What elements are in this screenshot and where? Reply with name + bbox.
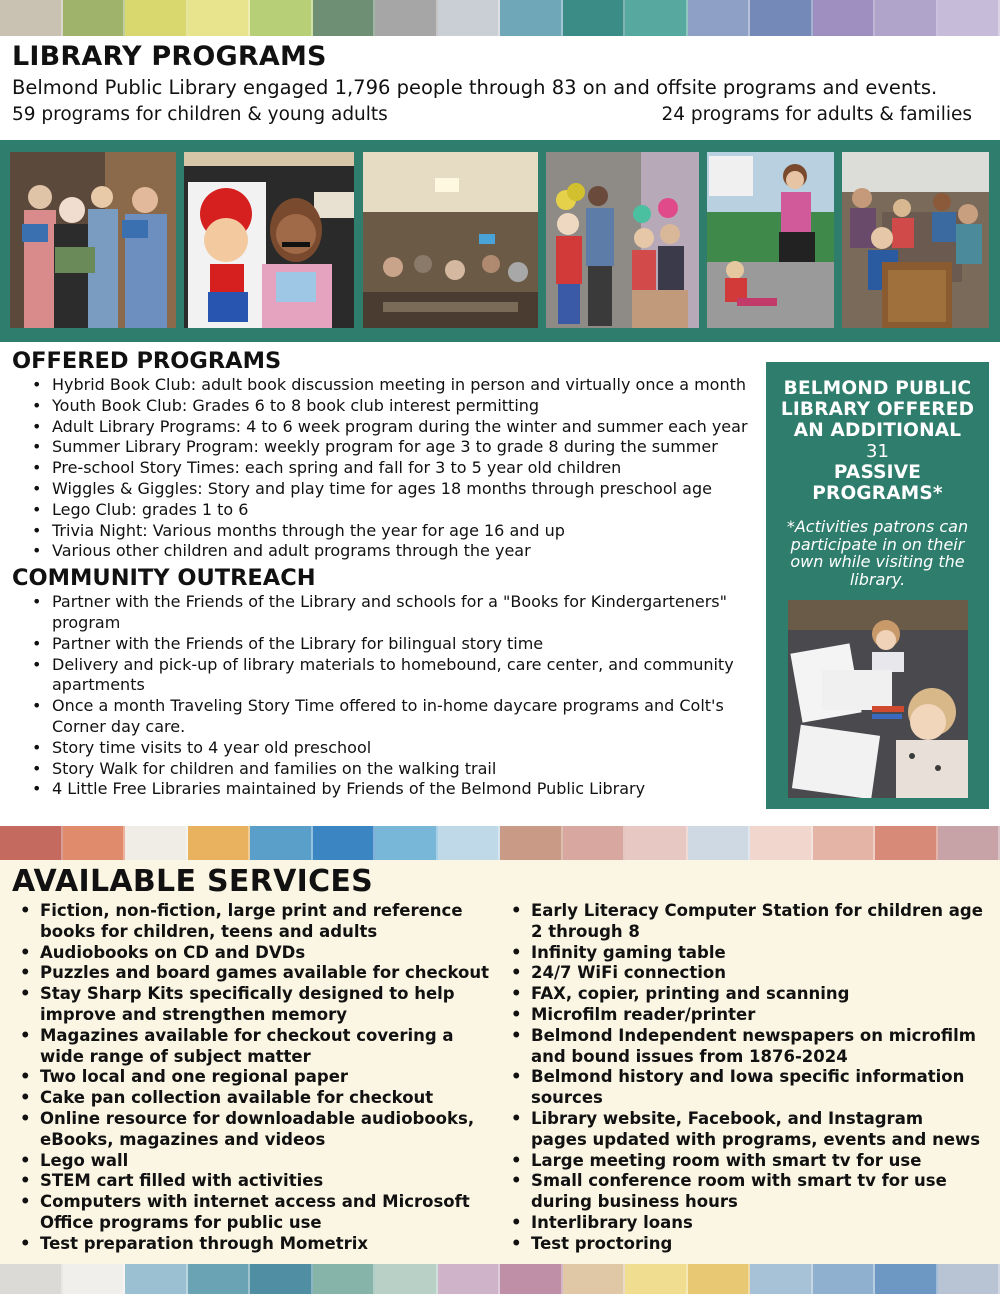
balloon-hats-photo xyxy=(546,152,699,328)
list-item: • Pre-school Story Times: each spring and fall for 3 to 5 year old children xyxy=(30,458,757,479)
book-spine xyxy=(0,826,63,860)
list-item: • Early Literacy Computer Station for children age 2 through 8 xyxy=(509,901,983,943)
book-spine xyxy=(750,1264,813,1294)
book-spine xyxy=(313,0,376,36)
list-item: • Two local and one regional paper xyxy=(18,1067,503,1088)
book-spine xyxy=(250,826,313,860)
community-outreach-heading: COMMUNITY OUTREACH xyxy=(12,565,316,592)
book-spine xyxy=(688,826,751,860)
services-list-left xyxy=(12,901,503,1255)
children-program-count: 59 programs for children & young adults xyxy=(12,104,388,125)
list-item: • Library website, Facebook, and Instagram pages updated with programs, events and news xyxy=(509,1109,983,1151)
list-item: • Belmond Independent newspapers on microfilm and bound issues from 1876-2024 xyxy=(509,1026,983,1068)
book-spine xyxy=(625,826,688,860)
list-item: • Delivery and pick-up of library materials to homebound, care center, and community apartments xyxy=(30,655,740,697)
book-spine xyxy=(188,826,251,860)
services-left-column xyxy=(12,901,503,1255)
list-item: • Stay Sharp Kits specifically designed to help improve and strengthen memory xyxy=(18,984,503,1026)
book-spine xyxy=(938,826,1000,860)
book-spine xyxy=(125,1264,188,1294)
book-spine xyxy=(563,0,626,36)
list-item: • Interlibrary loans xyxy=(509,1213,983,1234)
available-services-heading: AVAILABLE SERVICES xyxy=(12,864,374,899)
book-spine xyxy=(438,826,501,860)
list-item: • Test preparation through Mometrix xyxy=(18,1234,503,1255)
list-item: • Lego wall xyxy=(18,1151,503,1172)
book-spines-top-banner xyxy=(0,0,1000,36)
list-item: • Small conference room with smart tv for use during business hours xyxy=(509,1171,983,1213)
list-item: • Test proctoring xyxy=(509,1234,983,1255)
list-item: • Trivia Night: Various months through the year for age 16 and up xyxy=(30,521,757,542)
book-spine xyxy=(0,0,63,36)
program-photo-strip xyxy=(0,140,1000,342)
storytime-photo xyxy=(707,152,834,328)
book-spine xyxy=(375,0,438,36)
book-spine xyxy=(813,0,876,36)
passive-programs-callout xyxy=(766,362,989,809)
book-spine xyxy=(875,826,938,860)
book-spine xyxy=(688,0,751,36)
list-item: • Fiction, non-fiction, large print and reference books for children, teens and adults xyxy=(18,901,503,943)
list-item: • Lego Club: grades 1 to 6 xyxy=(30,500,757,521)
services-columns xyxy=(12,901,988,1255)
programs-header xyxy=(0,36,1000,140)
book-spine xyxy=(625,0,688,36)
list-item: • Hybrid Book Club: adult book discussion meeting in person and virtually once a month xyxy=(30,375,757,396)
book-spine xyxy=(625,1264,688,1294)
offered-programs-list xyxy=(12,375,757,562)
engagement-summary: Belmond Public Library engaged 1,796 people through 83 on and offsite programs and events. xyxy=(12,76,938,99)
book-spine xyxy=(938,1264,1000,1294)
passive-program-count: 31 xyxy=(866,441,889,462)
book-spine xyxy=(750,0,813,36)
book-spine xyxy=(750,826,813,860)
book-spine xyxy=(63,826,126,860)
book-spine xyxy=(375,1264,438,1294)
book-spines-bottom-banner xyxy=(0,1264,1000,1294)
adult-program-count: 24 programs for adults & families xyxy=(661,104,972,125)
community-outreach-list xyxy=(12,592,740,800)
list-item: • Infinity gaming table xyxy=(509,943,983,964)
list-item: • Belmond history and Iowa specific information sources xyxy=(509,1067,983,1109)
list-item: • Large meeting room with smart tv for use xyxy=(509,1151,983,1172)
list-item: • Story time visits to 4 year old preschool xyxy=(30,738,740,759)
book-spine xyxy=(250,1264,313,1294)
callout-line: PASSIVE xyxy=(833,462,922,483)
book-spine xyxy=(563,826,626,860)
list-item: • Adult Library Programs: 4 to 6 week program during the winter and summer each year xyxy=(30,417,757,438)
list-item: • Story Walk for children and families on the walking trail xyxy=(30,759,740,780)
book-spine xyxy=(500,826,563,860)
list-item: • Microfilm reader/printer xyxy=(509,1005,983,1026)
book-spine xyxy=(688,1264,751,1294)
list-item: • Various other children and adult programs through the year xyxy=(30,541,757,562)
passive-programs-footnote: *Activities patrons can participate in on their own while visiting the library. xyxy=(786,517,969,589)
list-item: • FAX, copier, printing and scanning xyxy=(509,984,983,1005)
list-item: • Wiggles & Giggles: Story and play time for ages 18 months through preschool age xyxy=(30,479,757,500)
group-photo xyxy=(10,152,176,328)
list-item: • Once a month Traveling Story Time offered to in-home daycare programs and Colt's Corner day care. xyxy=(30,696,740,738)
list-item: • Online resource for downloadable audiobooks, eBooks, magazines and videos xyxy=(18,1109,503,1151)
book-spine xyxy=(813,826,876,860)
callout-line: PROGRAMS* xyxy=(812,483,943,504)
book-spine xyxy=(438,1264,501,1294)
list-item: • Summer Library Program: weekly program for age 3 to grade 8 during the summer xyxy=(30,437,757,458)
book-spine xyxy=(125,826,188,860)
list-item: • 4 Little Free Libraries maintained by Friends of the Belmond Public Library xyxy=(30,779,740,800)
book-spine xyxy=(938,0,1000,36)
book-spine xyxy=(500,0,563,36)
list-item: • STEM cart filled with activities xyxy=(18,1171,503,1192)
callout-line: LIBRARY OFFERED xyxy=(780,399,975,420)
book-spine xyxy=(188,1264,251,1294)
book-spine xyxy=(375,826,438,860)
callout-line: AN ADDITIONAL xyxy=(793,420,962,441)
book-spine xyxy=(0,1264,63,1294)
book-spine xyxy=(438,0,501,36)
list-item: • Computers with internet access and Microsoft Office programs for public use xyxy=(18,1192,503,1234)
book-spine xyxy=(63,0,126,36)
page-title: LIBRARY PROGRAMS xyxy=(12,41,327,72)
list-item: • Puzzles and board games available for checkout xyxy=(18,963,503,984)
program-counts xyxy=(12,102,988,128)
book-spine xyxy=(875,1264,938,1294)
list-item: • 24/7 WiFi connection xyxy=(509,963,983,984)
list-item: • Youth Book Club: Grades 6 to 8 book club interest permitting xyxy=(30,396,757,417)
book-spine xyxy=(313,1264,376,1294)
book-spine xyxy=(875,0,938,36)
services-right-column xyxy=(503,901,983,1255)
services-list-right xyxy=(503,901,983,1255)
coloring-kids-photo xyxy=(788,600,968,798)
book-spine xyxy=(313,826,376,860)
crafts-photo xyxy=(842,152,989,328)
book-spine xyxy=(188,0,251,36)
list-item: • Magazines available for checkout covering a wide range of subject matter xyxy=(18,1026,503,1068)
offered-programs-heading: OFFERED PROGRAMS xyxy=(12,348,282,374)
book-spine xyxy=(563,1264,626,1294)
list-item: • Audiobooks on CD and DVDs xyxy=(18,943,503,964)
book-spine xyxy=(813,1264,876,1294)
list-item: • Cake pan collection available for checkout xyxy=(18,1088,503,1109)
mario-photo xyxy=(184,152,354,328)
list-item: • Partner with the Friends of the Library and schools for a "Books for Kindergarteners" program xyxy=(30,592,740,634)
list-item: • Partner with the Friends of the Library for bilingual story time xyxy=(30,634,740,655)
programs-section xyxy=(12,348,757,800)
callout-line: BELMOND PUBLIC xyxy=(783,378,972,399)
book-spine xyxy=(125,0,188,36)
book-spine xyxy=(63,1264,126,1294)
services-section xyxy=(0,860,1000,1264)
book-spines-middle-banner xyxy=(0,826,1000,860)
meeting-room-photo xyxy=(363,152,538,328)
book-spine xyxy=(250,0,313,36)
book-spine xyxy=(500,1264,563,1294)
